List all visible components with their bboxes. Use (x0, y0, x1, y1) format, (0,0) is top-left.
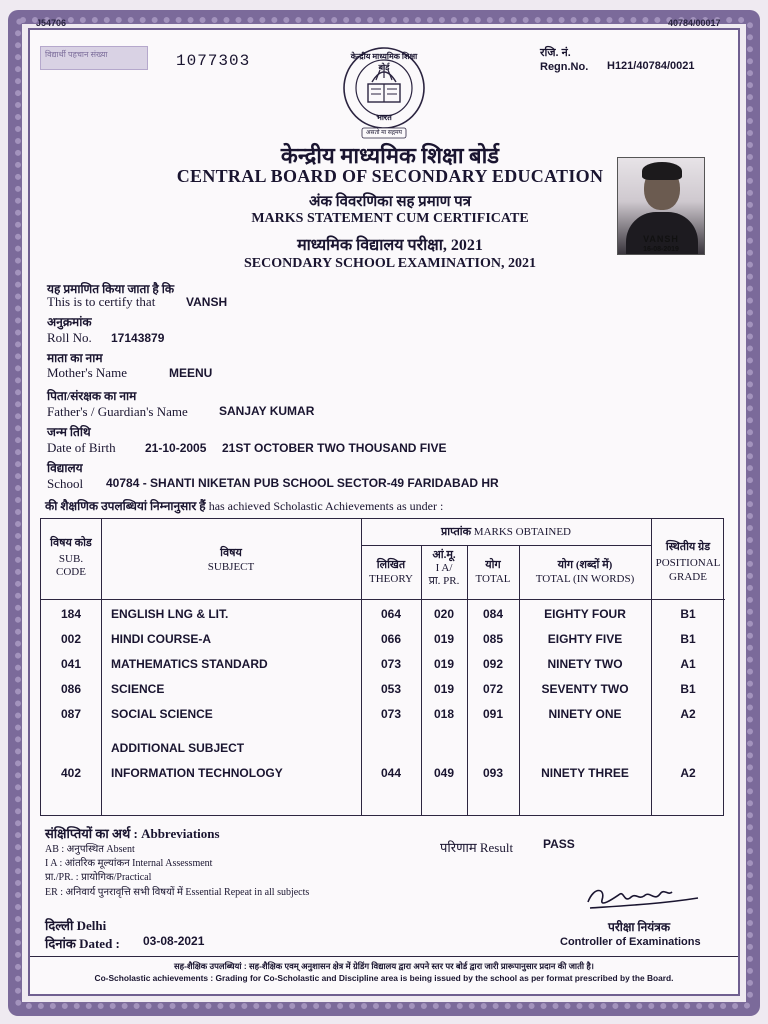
father-label-hindi: पिता/संरक्षक का नाम (47, 389, 137, 403)
marks-table (40, 518, 724, 816)
row-total: 072 (482, 682, 504, 696)
row-code: 041 (60, 657, 82, 671)
controller-signature-icon (580, 880, 700, 916)
theory-header-hindi: लिखित (376, 559, 406, 571)
row-theory: 064 (380, 607, 402, 621)
row-theory: 053 (380, 682, 402, 696)
father-label-english: Father's / Guardian's Name (47, 404, 188, 419)
roll-number: 17143879 (111, 331, 165, 345)
dated-label: दिनांक Dated : (45, 936, 120, 951)
ia-header-hindi: आं.मू. (432, 549, 456, 561)
row-ia: 019 (433, 682, 455, 696)
row-ia: 019 (433, 657, 455, 671)
place: दिल्ली Delhi (45, 918, 107, 933)
code-header-hindi: विषय कोड (50, 537, 92, 549)
row-grade: A1 (680, 657, 696, 671)
row-words: EIGHTY FIVE (547, 632, 623, 646)
additional-grade: A2 (680, 766, 696, 780)
subject-header-english: SUBJECT (207, 561, 255, 573)
photo-caption: VANSH (643, 234, 679, 244)
abbreviation-item: AB : अनुपस्थित Absent (45, 844, 135, 855)
additional-subject: INFORMATION TECHNOLOGY (111, 766, 283, 780)
school-label-hindi: विद्यालय (47, 461, 83, 475)
additional-subject-label: ADDITIONAL SUBJECT (111, 741, 245, 755)
row-subject: SOCIAL SCIENCE (111, 707, 213, 721)
ia-header-english: I A/ (435, 562, 453, 574)
roll-label-english: Roll No. (47, 330, 92, 345)
certify-label-hindi: यह प्रमाणित किया जाता है कि (47, 282, 175, 296)
logo-bottom-text: भारत (376, 113, 392, 122)
mother-name: MEENU (169, 366, 213, 380)
serial-stamp-text: विद्यार्थी पहचान संख्या (45, 50, 108, 59)
words-header-english: TOTAL (IN WORDS) (535, 573, 635, 585)
row-theory: 073 (380, 657, 402, 671)
registration-label-en: Regn.No. (540, 61, 589, 73)
marks-header-english: MARKS OBTAINED (473, 526, 572, 538)
code-header-en2: CODE (56, 566, 86, 578)
row-theory: 066 (380, 632, 402, 646)
row-words: SEVENTY TWO (541, 682, 629, 696)
dob-value: 21-10-2005 (145, 441, 207, 455)
row-theory: 073 (380, 707, 402, 721)
row-grade: B1 (680, 607, 696, 621)
code-header-en1: SUB. (58, 553, 84, 565)
dob-label-english: Date of Birth (47, 440, 116, 455)
student-photo (617, 157, 705, 255)
row-words: NINETY TWO (547, 657, 623, 671)
words-header-hindi: योग (शब्दों में) (557, 559, 613, 571)
footer-line-hindi: सह-शैक्षिक उपलब्धियां : सह-शैक्षिक एवम् अनुशासन क्षेत्र में ग्रेडिंग विद्यालय द्वारा अपने स्तर पर बोर्ड द्वारा जारी प्रारूपानुसार प्रदान की जाती है। (174, 961, 594, 971)
school-name: 40784 - SHANTI NIKETAN PUB SCHOOL SECTOR-49 FARIDABAD HR (106, 476, 499, 490)
grade-header-en2: GRADE (669, 571, 707, 583)
dob-words: 21ST OCTOBER TWO THOUSAND FIVE (222, 441, 447, 455)
board-name-hindi: केन्द्रीय माध्यमिक शिक्षा बोर्ड (280, 143, 500, 168)
exam-title-english: SECONDARY SCHOOL EXAMINATION, 2021 (244, 256, 536, 271)
row-subject: SCIENCE (111, 682, 165, 696)
row-code: 087 (60, 707, 82, 721)
row-code: 002 (60, 632, 82, 646)
mother-label-hindi: माता का नाम (47, 351, 103, 365)
logo-motto: असतो मा सद्गमय (365, 130, 403, 136)
total-header-english: TOTAL (475, 573, 511, 585)
roll-label-hindi: अनुक्रमांक (47, 315, 92, 329)
school-label-english: School (47, 476, 84, 491)
row-ia: 020 (433, 607, 455, 621)
row-subject: HINDI COURSE-A (111, 632, 212, 646)
additional-total: 093 (482, 766, 504, 780)
row-code: 184 (60, 607, 82, 621)
top-left-code: J54706 (36, 18, 67, 28)
top-right-code: 40784/00017 (668, 18, 721, 28)
registration-label-hi: रजि. नं. (540, 47, 571, 59)
row-words: NINETY ONE (548, 707, 622, 721)
achievement-line (45, 497, 443, 514)
student-name: VANSH (186, 295, 228, 309)
footer-note (30, 956, 738, 987)
result-label: परिणाम Result (440, 840, 514, 855)
row-grade: B1 (680, 682, 696, 696)
mother-label-english: Mother's Name (47, 365, 127, 380)
certify-label-english: This is to certify that (47, 294, 156, 309)
subject-header-hindi: विषय (220, 547, 242, 559)
exam-title-hindi: माध्यमिक विद्यालय परीक्षा, 2021 (297, 237, 483, 254)
abbreviation-item: I A : आंतरिक मूल्यांकन Internal Assessment (45, 858, 213, 869)
row-ia: 019 (433, 632, 455, 646)
dob-label-hindi: जन्म तिथि (47, 425, 91, 439)
dated-value: 03-08-2021 (143, 934, 205, 948)
registration-label (540, 46, 588, 74)
result-value: PASS (543, 837, 575, 851)
father-name: SANJAY KUMAR (219, 404, 315, 418)
controller-english: Controller of Examinations (560, 936, 701, 948)
row-subject: MATHEMATICS STANDARD (111, 657, 268, 671)
serial-number: 1077303 (176, 52, 251, 70)
registration-number: H121/40784/0021 (607, 60, 695, 72)
achievement-english: has achieved Scholastic Achievements as under : (208, 499, 444, 513)
row-total: 091 (482, 707, 504, 721)
achievement-hindi: की शैक्षणिक उपलब्धियां निम्नानुसार हैं (45, 499, 206, 513)
board-name-english: CENTRAL BOARD OF SECONDARY EDUCATION (176, 166, 604, 186)
row-total: 084 (482, 607, 504, 621)
additional-theory: 044 (380, 766, 402, 780)
row-grade: B1 (680, 632, 696, 646)
row-code: 086 (60, 682, 82, 696)
row-words: EIGHTY FOUR (544, 607, 626, 621)
row-total: 085 (482, 632, 504, 646)
controller-hindi: परीक्षा नियंत्रक (608, 920, 671, 934)
logo-ring-text: केन्द्रीय माध्यमिक शिक्षा बोर्ड (350, 52, 418, 72)
abbreviation-item: प्रा./PR. : प्रायोगिक/Practical (45, 872, 152, 883)
theory-header-english: THEORY (369, 573, 413, 585)
abbreviations-heading: संक्षिप्तियों का अर्थ : Abbreviations (45, 826, 220, 841)
marks-obtained-header (361, 526, 651, 539)
document-title-hindi: अंक विवरणिका सह प्रमाण पत्र (309, 194, 471, 210)
additional-words: NINETY THREE (541, 766, 629, 780)
row-subject: ENGLISH LNG & LIT. (111, 607, 229, 621)
row-grade: A2 (680, 707, 696, 721)
footer-line-english: Co-Scholastic achievements : Grading for Co-Scholastic and Discipline area is being issued by the school as per format prescribed by the Board. (94, 973, 674, 983)
pr-header: प्रा. PR. (428, 575, 460, 587)
row-total: 092 (482, 657, 504, 671)
additional-code: 402 (60, 766, 82, 780)
additional-ia: 049 (433, 766, 455, 780)
marks-header-hindi: प्राप्तांक (440, 526, 472, 538)
grade-header-hindi: स्थितीय ग्रेड (665, 541, 711, 553)
photo-date: 16-08-2019 (643, 246, 679, 253)
total-header-hindi: योग (485, 559, 501, 571)
document-title-english: MARKS STATEMENT CUM CERTIFICATE (251, 211, 529, 226)
serial-stamp (40, 46, 148, 70)
abbreviation-item: ER : अनिवार्य पुनरावृत्ति सभी विषयों में Essential Repeat in all subjects (45, 887, 310, 898)
grade-header-en1: POSITIONAL (655, 557, 721, 569)
row-ia: 018 (433, 707, 455, 721)
